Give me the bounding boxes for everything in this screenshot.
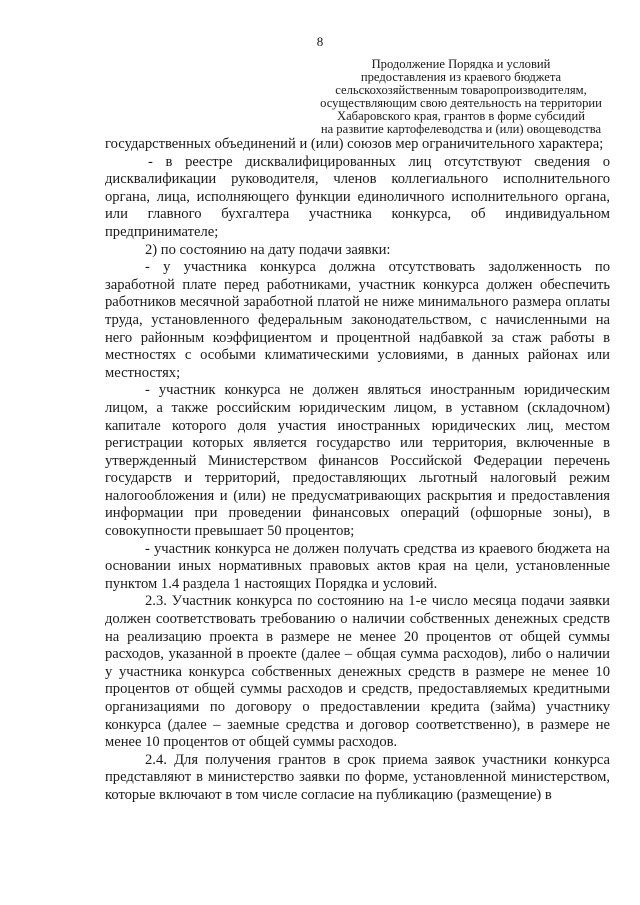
body-paragraph: - участник конкурса не должен являться иностранным юридическим лицом, а также российским юридическим лицом, в уставном (складочном) капитале которого доля участия иностранных юридических лиц, местом регистрации которых является государство или территория, включенные в утвержденный Министерством финансов Российской Федерации перечень государств и территорий, предоставляющих льготный налоговый режим налогообложения и (или) не предусматривающих раскрытия и предоставления информации при проведении финансовых операций (офшорные зоны), в совокупности превышает 50 процентов; xyxy=(105,382,610,540)
header-line: осуществляющим свою деятельность на территории xyxy=(320,96,602,110)
body-paragraph: 2.3. Участник конкурса по состоянию на 1-е число месяца подачи заявки должен соответствовать требованию о наличии собственных денежных средств на реализацию проекта в размере не менее 20 процентов от общей суммы расходов, указанной в проекте (далее – общая сумма расходов), либо о наличии у участника конкурса собственных денежных средств в размере не менее 10 процентов от общей суммы расходов и средств, предоставляемых кредитными организациями по договору о предоставлении кредита (займа) участнику конкурса (далее – заемные средства и договор соответственно), в размере не менее 10 процентов от общей суммы расходов. xyxy=(105,593,610,751)
body-paragraph: 2.4. Для получения грантов в срок приема заявок участники конкурса представляют в министерство заявки по форме, установленной министерством, которые включают в том числе согласие на публикацию (размещение) в xyxy=(105,751,610,803)
body-paragraph: - в реестре дисквалифицированных лиц отсутствуют сведения о дисквалификации руководителя, членов коллегиального исполнительного органа, лица, исполняющего функции единоличного исполнительного органа, или главного бухгалтера участника конкурса, об индивидуальном предпринимателе; xyxy=(105,153,610,240)
body-paragraph: - у участника конкурса должна отсутствовать задолженность по заработной плате перед работниками, участник конкурса должен обеспечить работников месячной заработной платой не ниже минимального размера оплаты труда, установленного федеральным законодательством, с начисленными на него районным коэффициентом и процентной надбавкой за стаж работы в местностях с особыми климатическими условиями, в данных районах или местностях; xyxy=(105,259,610,381)
body-paragraph: - участник конкурса не должен получать средства из краевого бюджета на основании иных нормативных правовых актов края на цели, установленные пунктом 1.4 раздела 1 настоящих Порядка и условий. xyxy=(105,540,610,592)
body-paragraph: государственных объединений и (или) союзов мер ограничительного характера; xyxy=(105,136,604,152)
header-line: Хабаровского края, грантов в форме субсидий xyxy=(337,109,585,123)
page-number: 8 xyxy=(316,34,324,49)
body-paragraph: 2) по состоянию на дату подачи заявки: xyxy=(145,241,391,258)
header-line: сельскохозяйственным товаропроизводителям, xyxy=(335,83,587,97)
header-line: на развитие картофелеводства и (или) овощеводства xyxy=(320,122,602,136)
header-line: предоставления из краевого бюджета xyxy=(360,70,562,84)
header-line: Продолжение Порядка и условий xyxy=(371,57,551,71)
document-header xyxy=(290,58,632,136)
document-body xyxy=(105,136,610,805)
